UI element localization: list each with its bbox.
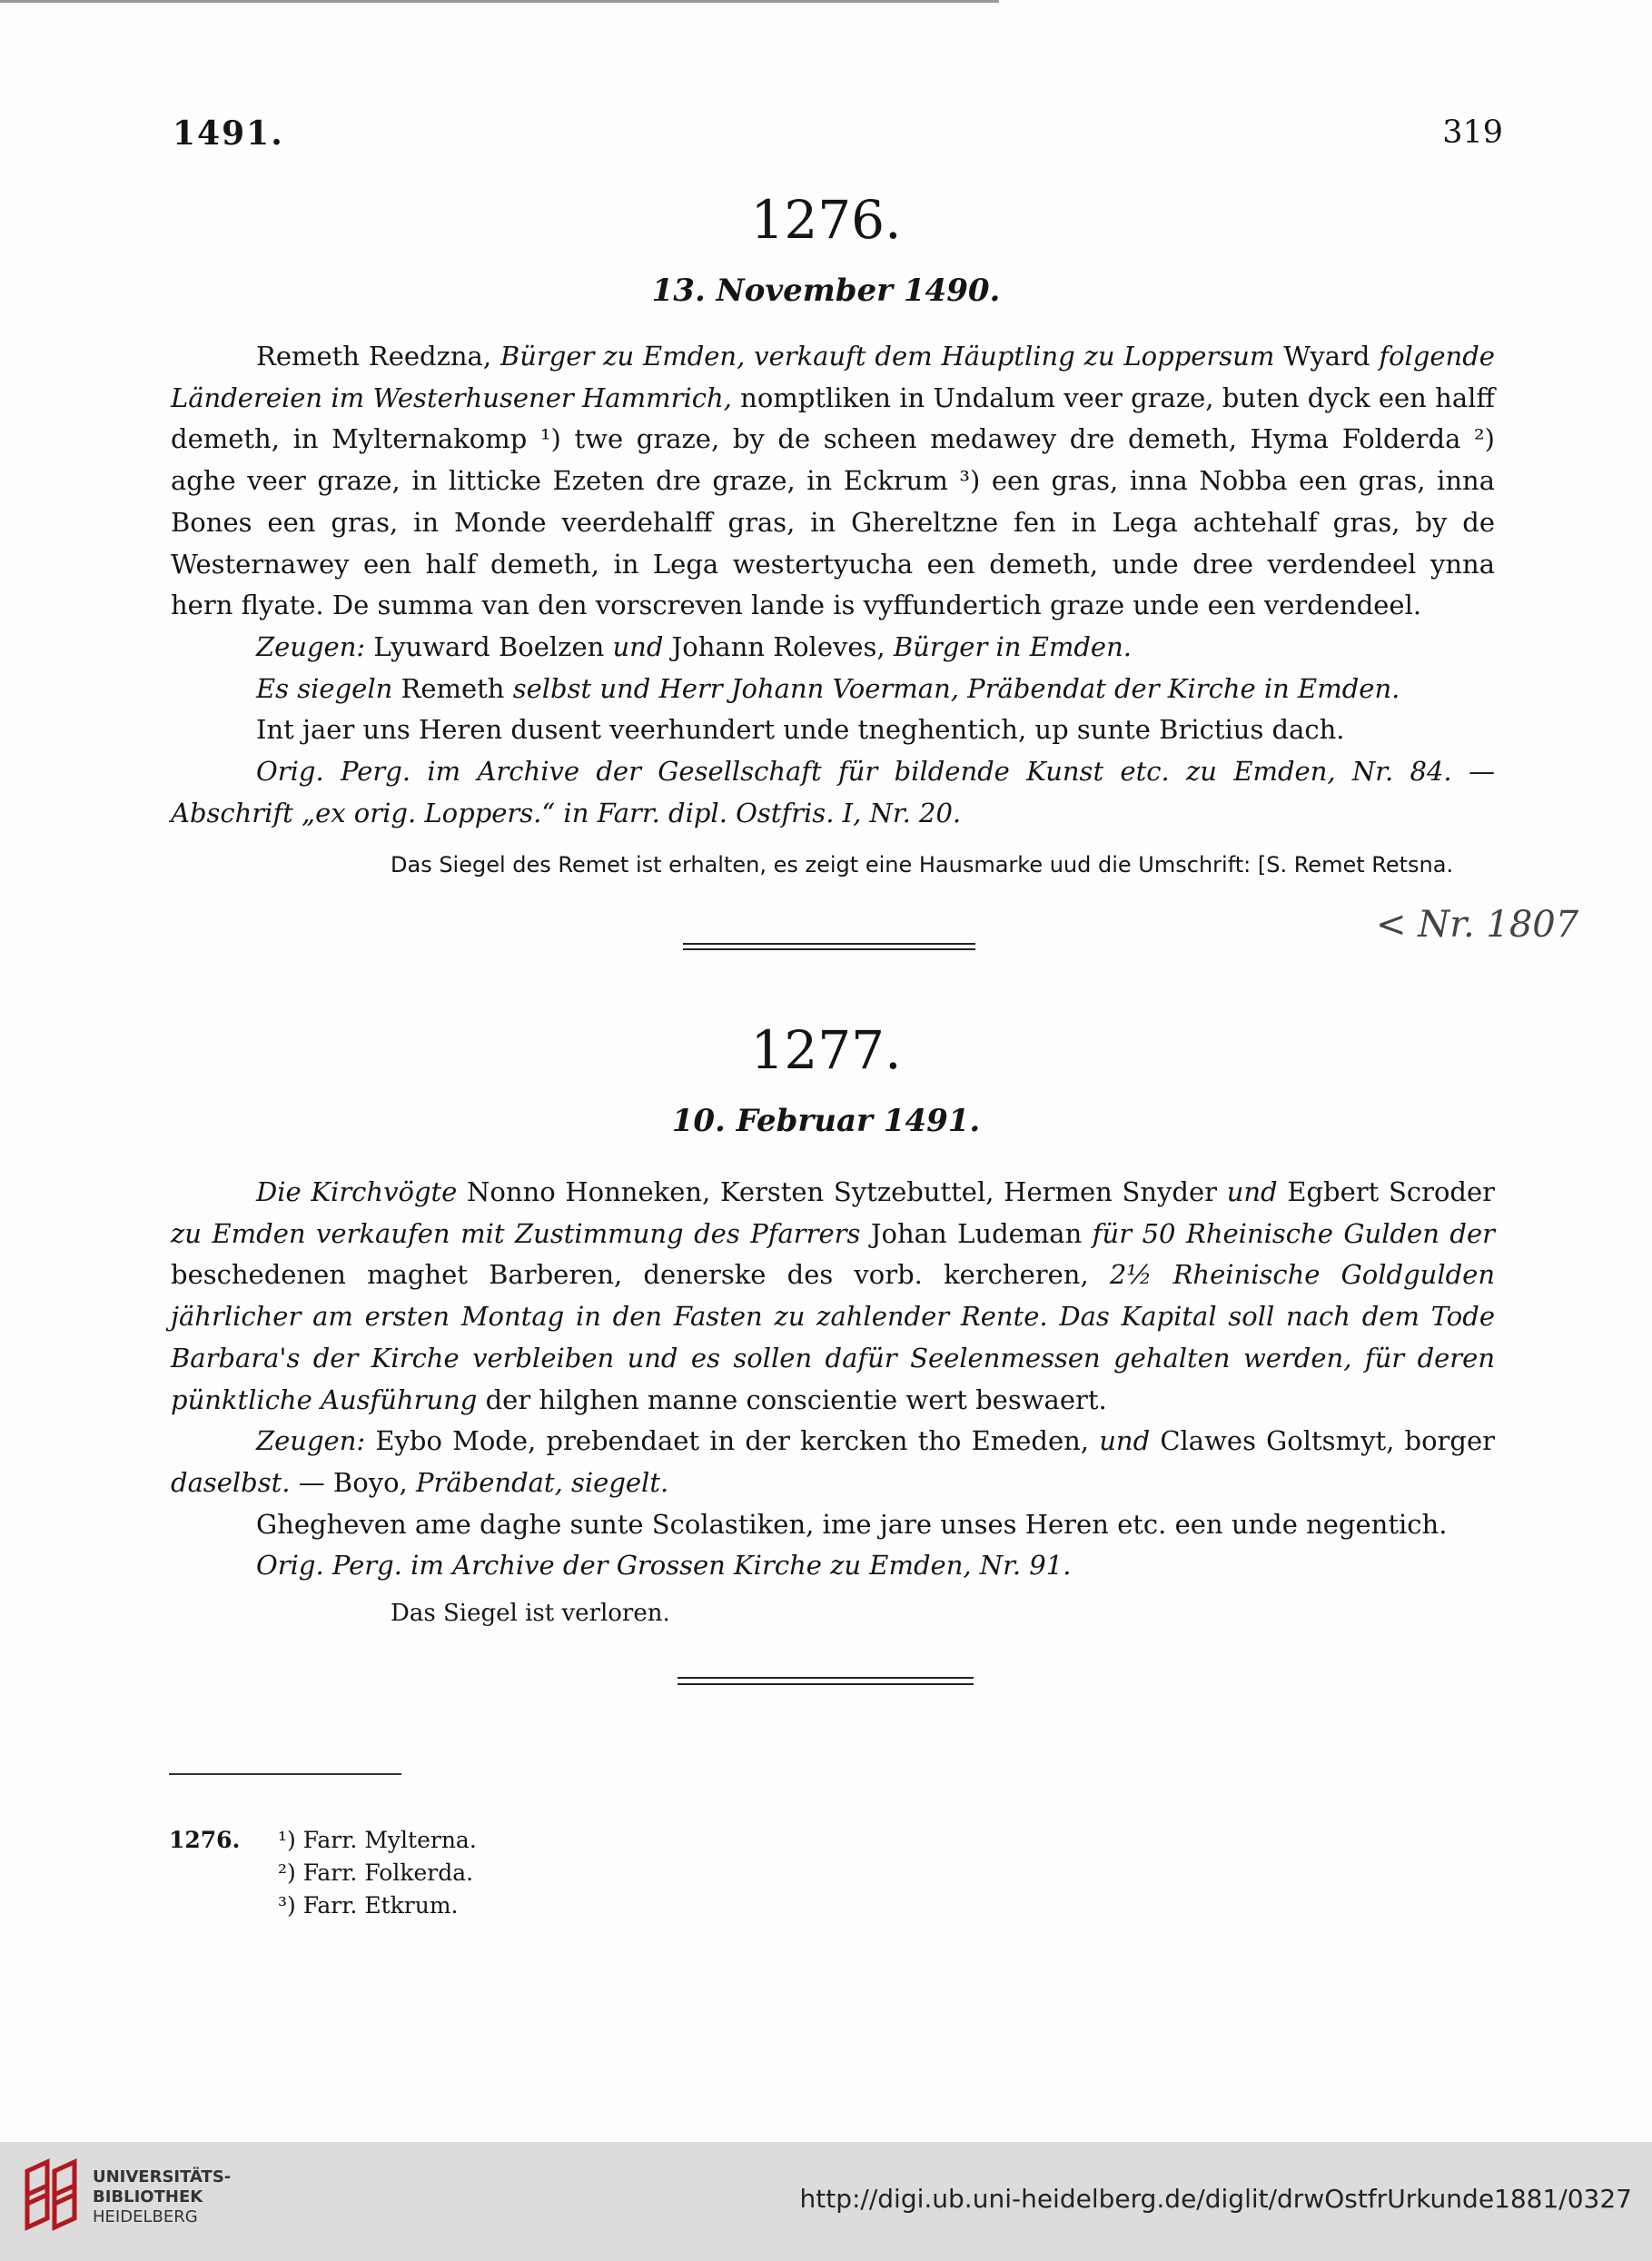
footnote-2: [169, 1857, 473, 1889]
regest-paragraph: [171, 1172, 1495, 1421]
footnote-text: ¹) Farr. Mylterna.: [278, 1827, 477, 1853]
text-run: Johan Ludeman: [860, 1217, 1093, 1249]
italic-run: für 50 Rheinische Gulden der: [1092, 1217, 1495, 1249]
footnote-rule: [169, 1773, 401, 1775]
footnote-text: ³) Farr. Etkrum.: [278, 1892, 459, 1919]
italic-run: folgende Ländereien im Westerhusener Hammrich,: [171, 341, 1495, 413]
seal-note: Das Siegel des Remet ist erhalten, es zeigt eine Hausmarke uud die Umschrift: [S. Remet Retsna.: [391, 852, 1454, 878]
library-logo-icon: [20, 2158, 82, 2236]
text-run: Johann Roleves,: [663, 630, 894, 662]
separator-rule: [683, 948, 975, 950]
text-run: Eybo Mode, prebendaet in der kercken tho Emeden,: [365, 1425, 1100, 1457]
text-run: der hilghen manne conscientie wert beswaert.: [477, 1383, 1107, 1415]
scan-edge: [0, 0, 999, 3]
document-number: 1276.: [750, 189, 902, 251]
footnote-3: [169, 1889, 458, 1922]
handwritten-margin-note: < Nr. 1807: [1376, 904, 1579, 946]
italic-run: Orig. Perg. im Archive der Gesellschaft für bildende Kunst etc. zu Emden, Nr. 84. — Abschrift „ex orig. Loppers.“ in Farr. dipl. Ostfris. I, Nr. 20.: [171, 756, 1495, 828]
document-body-1277: [171, 1172, 1495, 1587]
witnesses-paragraph: [171, 1421, 1495, 1503]
document-date: 10. Februar 1491.: [671, 1103, 981, 1139]
document-number: 1277.: [750, 1019, 902, 1081]
text-run: — Boyo,: [290, 1466, 416, 1498]
footnote-label: 1276.: [169, 1827, 241, 1853]
italic-run: 2½ Rheinische Goldgulden jährlicher am ersten Montag in den Fasten zu zahlender Rente. Das Kapital soll nach dem Tode Barbara's der Kirche verbleiben und es sollen dafür Seelenmessen gehalten werden, für deren pünktliche Ausführung: [171, 1259, 1495, 1415]
footnote-1: [169, 1824, 477, 1857]
separator-rule: [683, 943, 975, 945]
italic-run: Die Kirchvögte: [256, 1176, 458, 1207]
separator-rule: [678, 1677, 974, 1679]
italic-run: Bürger in Emden.: [893, 630, 1132, 662]
text-run: Wyard: [1274, 341, 1380, 372]
italic-run: und: [612, 630, 664, 662]
footnote-text: ²) Farr. Folkerda.: [278, 1859, 474, 1886]
library-name: UNIVERSITÄTS- BIBLIOTHEK HEIDELBERG: [93, 2167, 232, 2226]
witnesses-paragraph: [171, 627, 1495, 669]
source-paragraph: [171, 1545, 1495, 1587]
document-body-1276: [171, 336, 1495, 834]
italic-run: und: [1099, 1425, 1151, 1457]
text-run: Clawes Goltsmyt, borger: [1150, 1425, 1495, 1457]
text-run: beschedenen maghet Barberen, denerske des vorb. kercheren,: [171, 1259, 1110, 1291]
dating-paragraph: [171, 1504, 1495, 1546]
source-paragraph: [171, 751, 1495, 834]
regest-paragraph: [171, 336, 1495, 627]
italic-run: Bürger zu Emden, verkauft dem Häuptling zu Loppersum: [500, 341, 1275, 372]
separator-rule: [678, 1683, 974, 1685]
page-number: 319: [1442, 114, 1503, 151]
italic-run: daselbst.: [171, 1466, 291, 1498]
italic-run: Präbendat, siegelt.: [416, 1466, 669, 1498]
text-run: Ghegheven ame daghe sunte Scolastiken, ime jare unses Heren etc. een unde negentich.: [256, 1508, 1448, 1540]
source-url[interactable]: http://digi.ub.uni-heidelberg.de/diglit/drwOstfrUrkunde1881/0327: [799, 2184, 1632, 2214]
italic-run: Zeugen:: [256, 1425, 366, 1457]
text-run: Remeth: [392, 672, 513, 704]
text-run: Egbert Scroder: [1277, 1176, 1495, 1207]
dating-paragraph: [171, 709, 1495, 751]
italic-run: und: [1226, 1176, 1278, 1207]
document-date: 13. November 1490.: [651, 273, 1001, 309]
italic-run: Orig. Perg. im Archive der Grossen Kirche zu Emden, Nr. 91.: [256, 1550, 1072, 1582]
text-run: Int jaer uns Heren dusent veerhundert unde tneghentich, up sunte Brictius dach.: [256, 714, 1345, 746]
italic-run: selbst und Herr Johann Voerman, Präbendat der Kirche in Emden.: [512, 672, 1400, 704]
italic-run: Es siegeln: [256, 672, 393, 704]
italic-run: Zeugen:: [256, 630, 366, 662]
text-run: Remeth Reedzna,: [256, 341, 500, 372]
text-run: Nonno Honneken, Kersten Sytzebuttel, Hermen Snyder: [457, 1176, 1227, 1207]
italic-run: zu Emden verkaufen mit Zustimmung des Pfarrers: [171, 1217, 861, 1249]
text-run: nomptliken in Undalum veer graze, buten dyck een halff demeth, in Mylternakomp ¹) twe graze, by de scheen medawey dre demeth, Hyma Folderda ²) aghe veer graze, in litticke Ezeten dre graze, in Eckrum ³) een gras, inna Nobba een gras, inna Bones een gras, in Monde veerdehalff gras, in Ghereltzne fen in Lega achtehalf gras, by de Westernawey een half demeth, in Lega westertyucha een demeth, unde dree verdendeel ynna hern flyate. De summa van den vorscreven lande is vyffundertich graze unde een verdendeel.: [171, 382, 1495, 621]
footer-bar: [0, 2142, 1652, 2261]
running-head-year: 1491.: [173, 114, 284, 153]
text-run: Lyuward Boelzen: [365, 630, 613, 662]
seal-note: Das Siegel ist verloren.: [391, 1600, 670, 1627]
sealers-paragraph: [171, 669, 1495, 710]
